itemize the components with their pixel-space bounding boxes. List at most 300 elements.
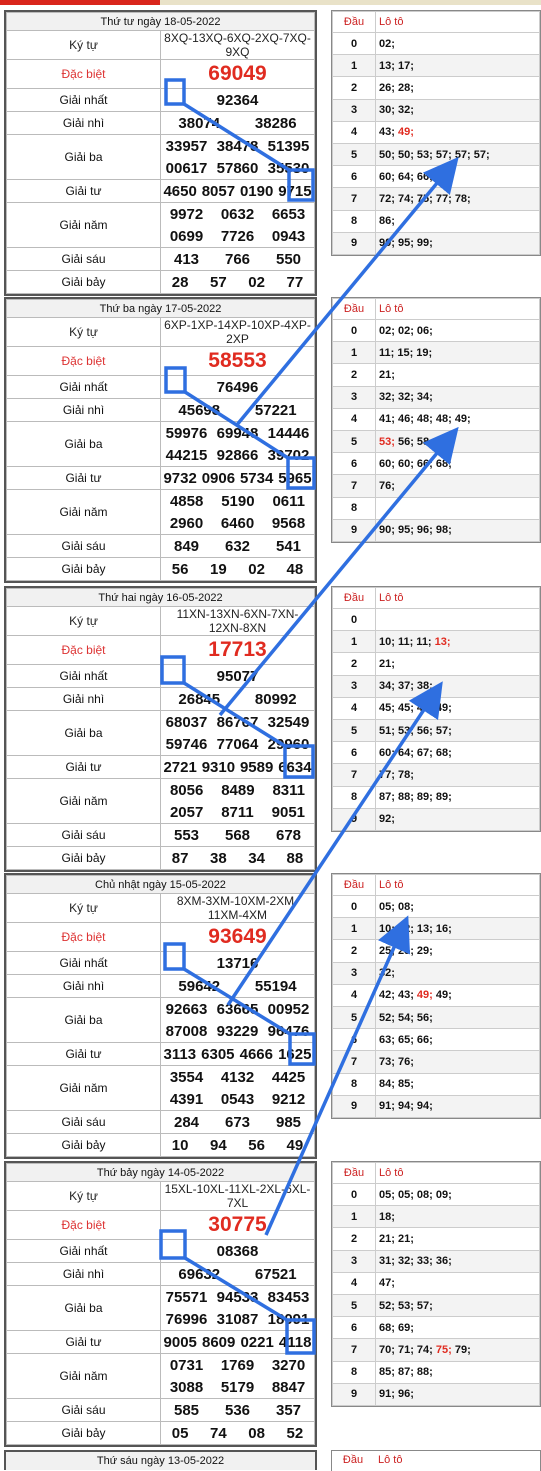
- giai-tu-value: 9005: [163, 1333, 197, 1351]
- giai-nam-value: 4425: [271, 1068, 306, 1086]
- loto-number: 63; 65; 66;: [379, 1033, 433, 1046]
- dac-biet-value: 30775: [161, 1211, 315, 1240]
- loto-number: 73; 76;: [379, 1055, 414, 1068]
- loto-header: Lô tô: [376, 588, 540, 609]
- giai-nam-value: 0632: [220, 205, 255, 223]
- loto-values: [376, 653, 540, 675]
- dau-digit: 8: [333, 1073, 376, 1095]
- dau-digit: 1: [333, 918, 376, 940]
- dau-digit: 1: [333, 1206, 376, 1228]
- loto-number: 10; 12; 13; 16;: [379, 922, 452, 935]
- loto-number: 11; 15; 19;: [379, 346, 433, 359]
- loto-number: 50; 50; 53; 57; 57; 57;: [379, 148, 490, 161]
- loto-number: 47;: [379, 1277, 395, 1290]
- dau-digit: 0: [333, 1184, 376, 1206]
- loto-table: [331, 586, 541, 832]
- loto-number: 60; 64; 66;: [379, 170, 433, 183]
- dau-digit: 0: [333, 609, 376, 631]
- loto-values: [376, 1184, 540, 1206]
- loto-values: [376, 962, 540, 984]
- loto-number: 21; 21;: [379, 1232, 414, 1245]
- giai-bay-label: Giải bảy: [7, 1134, 161, 1157]
- giai-sau-label: Giải sáu: [7, 1399, 161, 1422]
- loto-values: [376, 1029, 540, 1051]
- giai-ba-label: Giải ba: [7, 1286, 161, 1331]
- giai-tu-value: 3113: [163, 1045, 197, 1063]
- giai-nam-label: Giải năm: [7, 1354, 161, 1399]
- giai-nam-value: 8489: [221, 781, 255, 799]
- dau-digit: 5: [333, 430, 376, 452]
- giai-nhi-value: 59642: [178, 977, 221, 995]
- giai-tu-value: 2721: [163, 758, 197, 776]
- draw-date: Thứ ba ngày 17-05-2022: [7, 300, 315, 318]
- giai-ba-value: 93229: [216, 1022, 259, 1040]
- loto-values: [376, 786, 540, 808]
- loto-values: [376, 386, 540, 408]
- giai-sau-value: 632: [224, 537, 251, 555]
- loto-number: 26; 28;: [379, 81, 414, 94]
- giai-ba-value: 87008: [165, 1022, 208, 1040]
- dau-digit: 9: [333, 1383, 376, 1405]
- loto-number: 49;: [416, 989, 433, 1002]
- loto-number: 60; 64; 67; 68;: [379, 746, 452, 759]
- dau-digit: 2: [333, 77, 376, 99]
- dau-digit: 7: [333, 475, 376, 497]
- giai-nhi-value: 80992: [254, 690, 297, 708]
- giai-nam-value: 5179: [220, 1378, 255, 1396]
- giai-tu-value: 9310: [201, 758, 236, 776]
- dau-digit: 3: [333, 675, 376, 697]
- giai-nam-label: Giải năm: [7, 1066, 161, 1111]
- giai-sau-value: 985: [275, 1113, 302, 1131]
- giai-nam-value: 8711: [221, 803, 254, 821]
- giai-nam-value: 0543: [220, 1090, 255, 1108]
- loto-header: Lô tô: [376, 299, 540, 320]
- giai-sau-value: 585: [173, 1401, 200, 1419]
- result-table: [4, 1161, 317, 1447]
- giai-sau-label: Giải sáu: [7, 535, 161, 558]
- giai-ba-value: 38478: [216, 137, 259, 155]
- loto-header: Lô tô: [376, 1163, 540, 1184]
- loto-number: 77; 78;: [379, 768, 414, 781]
- dau-digit: 4: [333, 984, 376, 1006]
- dau-header: Đầu: [333, 12, 376, 33]
- giai-bay-value: 38: [210, 849, 227, 867]
- giai-tu-value: 0906: [201, 469, 236, 487]
- loto-header: Lô tô: [378, 1454, 403, 1466]
- dau-header: Đầu: [333, 875, 376, 896]
- dau-digit: 1: [333, 55, 376, 77]
- loto-values: [376, 1095, 540, 1117]
- dau-digit: 0: [333, 320, 376, 342]
- giai-nam-label: Giải năm: [7, 203, 161, 248]
- giai-nam-value: 9051: [271, 803, 306, 821]
- giai-ba-value: 68037: [165, 713, 208, 731]
- giai-nhi-label: Giải nhì: [7, 399, 161, 422]
- giai-tu-value: 5965: [278, 469, 312, 487]
- dau-digit: 8: [333, 1361, 376, 1383]
- dau-digit: 7: [333, 1339, 376, 1361]
- giai-nhi-value: 69632: [178, 1265, 221, 1283]
- dau-digit: 6: [333, 742, 376, 764]
- giai-ba-value: 57860: [216, 159, 259, 177]
- ky-tu-label: Ký tự: [7, 318, 161, 347]
- loto-values: [376, 984, 540, 1006]
- giai-nam-label: Giải năm: [7, 490, 161, 535]
- giai-nhat-label: Giải nhất: [7, 89, 161, 112]
- giai-bay-value: 48: [286, 560, 304, 578]
- loto-values: [376, 232, 540, 254]
- giai-tu-value: 4666: [239, 1045, 273, 1063]
- loto-number: 90; 95; 96; 98;: [379, 524, 452, 537]
- dau-digit: 3: [333, 386, 376, 408]
- loto-number: 49;: [397, 126, 414, 139]
- giai-ba-label: Giải ba: [7, 998, 161, 1043]
- giai-sau-value: 678: [275, 826, 302, 844]
- giai-nhat-value: 08368: [216, 1242, 259, 1260]
- loto-values: [376, 675, 540, 697]
- giai-ba-value: 33957: [165, 137, 208, 155]
- giai-nam-value: 3554: [169, 1068, 204, 1086]
- dau-digit: 5: [333, 1294, 376, 1316]
- loto-values: [376, 808, 540, 830]
- draw-date: Chủ nhật ngày 15-05-2022: [7, 876, 315, 894]
- giai-sau-label: Giải sáu: [7, 1111, 161, 1134]
- loto-number: 02; 02; 06;: [379, 324, 433, 337]
- giai-bay-value: 19: [210, 560, 227, 578]
- dau-digit: 4: [333, 697, 376, 719]
- loto-values: [376, 1317, 540, 1339]
- giai-tu-value: 4118: [278, 1333, 312, 1351]
- giai-nhat-value: 13716: [216, 954, 259, 972]
- dau-digit: 0: [333, 33, 376, 55]
- giai-ba-value: 51395: [267, 137, 310, 155]
- loto-number: 72; 74; 75; 77; 78;: [379, 192, 471, 205]
- loto-number: 31; 32; 33; 36;: [379, 1255, 452, 1268]
- giai-nhat-label: Giải nhất: [7, 952, 161, 975]
- giai-nhi-value: 57221: [254, 401, 297, 419]
- loto-values: [376, 719, 540, 741]
- ky-tu-value: 6XP-1XP-14XP-10XP-4XP-2XP: [161, 318, 315, 347]
- ky-tu-value: 8XM-3XM-10XM-2XM-11XM-4XM: [161, 894, 315, 923]
- loto-values: [376, 631, 540, 653]
- giai-nam-label: Giải năm: [7, 779, 161, 824]
- giai-ba-value: 76996: [165, 1310, 208, 1328]
- draw-date: Thứ hai ngày 16-05-2022: [7, 589, 315, 607]
- loto-header: Lô tô: [376, 12, 540, 33]
- dac-biet-value: 58553: [161, 347, 315, 376]
- ky-tu-value: 15XL-10XL-11XL-2XL-6XL-7XL: [161, 1182, 315, 1211]
- giai-tu-value: 0190: [239, 182, 274, 200]
- giai-nam-value: 3270: [271, 1356, 306, 1374]
- giai-nhi-label: Giải nhì: [7, 975, 161, 998]
- dau-digit: 4: [333, 408, 376, 430]
- loto-number: 21;: [379, 368, 395, 381]
- loto-number: 91; 94; 94;: [379, 1100, 433, 1113]
- giai-ba-value: 77064: [216, 735, 259, 753]
- giai-nhi-value: 38286: [254, 114, 297, 132]
- giai-ba-value: 31087: [216, 1310, 259, 1328]
- loto-number: 84; 85;: [379, 1078, 414, 1091]
- dau-digit: 6: [333, 1029, 376, 1051]
- giai-nam-value: 0943: [271, 227, 306, 245]
- giai-nam-value: 0611: [272, 492, 306, 510]
- giai-ba-value: 86767: [216, 713, 259, 731]
- giai-tu-label: Giải tư: [7, 180, 161, 203]
- draw-date: Thứ bảy ngày 14-05-2022: [7, 1164, 315, 1182]
- loto-values: [376, 1206, 540, 1228]
- dau-header: Đầu: [333, 1163, 376, 1184]
- dac-biet-value: 93649: [161, 923, 315, 952]
- giai-nam-value: 4391: [169, 1090, 204, 1108]
- giai-nam-value: 2057: [169, 803, 204, 821]
- giai-nhi-value: 26845: [178, 690, 221, 708]
- loto-number: 52; 53; 57;: [379, 1299, 433, 1312]
- giai-bay-label: Giải bảy: [7, 271, 161, 294]
- dau-header: Đầu: [333, 299, 376, 320]
- giai-nam-value: 8847: [271, 1378, 306, 1396]
- ky-tu-label: Ký tự: [7, 1182, 161, 1211]
- giai-nam-value: 2960: [169, 514, 204, 532]
- dau-digit: 5: [333, 1006, 376, 1028]
- giai-nam-value: 0699: [169, 227, 204, 245]
- giai-bay-value: 52: [286, 1424, 304, 1442]
- loto-values: [376, 1294, 540, 1316]
- loto-number: 53;: [379, 435, 395, 448]
- giai-tu-value: 0221: [240, 1333, 274, 1351]
- result-table: [4, 586, 317, 872]
- loto-number: 56; 58;: [394, 435, 433, 448]
- loto-values: [376, 940, 540, 962]
- giai-ba-value: 63665: [216, 1000, 259, 1018]
- giai-sau-value: 284: [173, 1113, 200, 1131]
- giai-ba-label: Giải ba: [7, 135, 161, 180]
- giai-tu-value: 4650: [163, 182, 197, 200]
- giai-nam-value: 4858: [169, 492, 204, 510]
- giai-nhi-label: Giải nhì: [7, 688, 161, 711]
- loto-values: [376, 210, 540, 232]
- giai-bay-value: 08: [248, 1424, 265, 1442]
- giai-sau-value: 541: [275, 537, 302, 555]
- top-banner-strip: [0, 0, 541, 5]
- giai-nhi-value: 45698: [178, 401, 221, 419]
- dac-biet-label: Đặc biệt: [7, 347, 161, 376]
- loto-number: 86;: [379, 215, 395, 228]
- giai-ba-label: Giải ba: [7, 422, 161, 467]
- giai-nhat-value: 76496: [216, 378, 259, 396]
- dau-digit: 3: [333, 99, 376, 121]
- dau-digit: 9: [333, 232, 376, 254]
- giai-nam-value: 8056: [169, 781, 204, 799]
- loto-number: 30; 32;: [379, 104, 414, 117]
- loto-number: 51; 53; 56; 57;: [379, 724, 452, 737]
- giai-nhi-value: 38074: [178, 114, 221, 132]
- loto-number: 49;: [432, 989, 452, 1002]
- loto-number: 45; 45; 46; 49;: [379, 702, 452, 715]
- giai-bay-value: 28: [171, 273, 189, 291]
- loto-number: 10; 11; 11;: [379, 635, 435, 648]
- loto-values: [376, 320, 540, 342]
- giai-tu-label: Giải tư: [7, 1043, 161, 1066]
- loto-values: [376, 453, 540, 475]
- dau-header: Đầu: [342, 1454, 364, 1466]
- loto-values: [376, 166, 540, 188]
- giai-nam-value: 6653: [271, 205, 306, 223]
- loto-number: 90; 95; 99;: [379, 237, 433, 250]
- giai-ba-value: 44215: [165, 446, 208, 464]
- loto-values: [376, 1073, 540, 1095]
- loto-number: 79;: [451, 1343, 471, 1356]
- loto-values: [376, 1339, 540, 1361]
- ky-tu-label: Ký tự: [7, 31, 161, 60]
- giai-tu-value: 5734: [239, 469, 274, 487]
- loto-values: [376, 609, 540, 631]
- giai-ba-value: 59746: [165, 735, 208, 753]
- partial-loto-table: [331, 1450, 541, 1471]
- giai-nhi-label: Giải nhì: [7, 112, 161, 135]
- giai-nam-value: 6460: [220, 514, 255, 532]
- dau-digit: 0: [333, 896, 376, 918]
- loto-values: [376, 188, 540, 210]
- loto-number: 75;: [435, 1343, 452, 1356]
- dau-digit: 8: [333, 786, 376, 808]
- dau-digit: 9: [333, 1095, 376, 1117]
- giai-sau-value: 536: [224, 1401, 251, 1419]
- loto-number: 52; 54; 56;: [379, 1011, 433, 1024]
- ky-tu-value: 8XQ-13XQ-6XQ-2XQ-7XQ-9XQ: [161, 31, 315, 60]
- loto-number: 87; 88; 89; 89;: [379, 791, 452, 804]
- giai-nhi-value: 67521: [254, 1265, 297, 1283]
- dau-digit: 5: [333, 719, 376, 741]
- dac-biet-label: Đặc biệt: [7, 1211, 161, 1240]
- loto-number: 60; 60; 66; 68;: [379, 457, 452, 470]
- dau-digit: 7: [333, 764, 376, 786]
- loto-number: 70; 71; 74;: [379, 1343, 436, 1356]
- result-table: [4, 10, 317, 296]
- dau-digit: 2: [333, 364, 376, 386]
- giai-nhat-label: Giải nhất: [7, 376, 161, 399]
- giai-nhat-value: 92364: [216, 91, 259, 109]
- giai-ba-value: 92866: [216, 446, 259, 464]
- giai-bay-value: 94: [210, 1136, 227, 1154]
- loto-number: 41; 46; 48; 48; 49;: [379, 413, 471, 426]
- giai-nam-value: 9568: [271, 514, 306, 532]
- loto-number: 85; 87; 88;: [379, 1366, 433, 1379]
- giai-sau-value: 673: [224, 1113, 251, 1131]
- dau-digit: 7: [333, 1051, 376, 1073]
- giai-sau-value: 568: [224, 826, 251, 844]
- dau-digit: 4: [333, 121, 376, 143]
- giai-sau-value: 766: [224, 250, 251, 268]
- giai-ba-value: 83453: [267, 1288, 310, 1306]
- giai-tu-value: 8609: [201, 1333, 236, 1351]
- giai-nhat-value: 95077: [216, 667, 259, 685]
- giai-tu-value: 9732: [163, 469, 197, 487]
- loto-number: 43;: [379, 126, 398, 139]
- giai-bay-value: 77: [286, 273, 304, 291]
- giai-nam-value: 0731: [169, 1356, 204, 1374]
- loto-table: [331, 1161, 541, 1407]
- giai-ba-value: 18091: [267, 1310, 310, 1328]
- giai-bay-value: 02: [248, 560, 265, 578]
- loto-table: [331, 297, 541, 543]
- loto-number: 32; 32; 34;: [379, 391, 433, 404]
- giai-ba-value: 92663: [165, 1000, 208, 1018]
- dau-header: Đầu: [333, 588, 376, 609]
- dau-digit: 2: [333, 653, 376, 675]
- dau-digit: 1: [333, 631, 376, 653]
- loto-number: 13;: [434, 635, 451, 648]
- draw-date: Thứ sáu ngày 13-05-2022: [6, 1452, 315, 1470]
- loto-values: [376, 55, 540, 77]
- giai-ba-value: 69948: [216, 424, 259, 442]
- loto-number: 18;: [379, 1210, 395, 1223]
- dau-digit: 6: [333, 453, 376, 475]
- dau-digit: 2: [333, 940, 376, 962]
- giai-nam-value: 9212: [271, 1090, 306, 1108]
- dau-digit: 3: [333, 1250, 376, 1272]
- giai-sau-label: Giải sáu: [7, 248, 161, 271]
- giai-nam-value: 3088: [169, 1378, 204, 1396]
- loto-number: 92;: [379, 813, 395, 826]
- giai-bay-value: 57: [210, 273, 227, 291]
- dau-digit: 3: [333, 962, 376, 984]
- giai-ba-value: 35530: [267, 159, 310, 177]
- giai-tu-value: 6305: [201, 1045, 235, 1063]
- partial-result-table: [4, 1450, 317, 1470]
- loto-values: [376, 1051, 540, 1073]
- loto-number: 21;: [379, 657, 395, 670]
- dau-digit: 6: [333, 166, 376, 188]
- giai-nam-value: 7726: [220, 227, 255, 245]
- giai-tu-value: 9589: [239, 758, 274, 776]
- giai-bay-value: 56: [248, 1136, 265, 1154]
- loto-number: 25; 25; 29;: [379, 944, 433, 957]
- giai-nam-value: 8311: [272, 781, 306, 799]
- dac-biet-label: Đặc biệt: [7, 60, 161, 89]
- giai-nam-value: 1769: [220, 1356, 255, 1374]
- giai-tu-label: Giải tư: [7, 467, 161, 490]
- draw-date: Thứ tư ngày 18-05-2022: [7, 13, 315, 31]
- loto-header: Lô tô: [376, 875, 540, 896]
- dau-digit: 4: [333, 1272, 376, 1294]
- ky-tu-label: Ký tự: [7, 607, 161, 636]
- giai-bay-value: 49: [286, 1136, 304, 1154]
- dau-digit: 7: [333, 188, 376, 210]
- giai-sau-value: 413: [173, 250, 200, 268]
- giai-ba-value: 14446: [267, 424, 310, 442]
- giai-ba-value: 96476: [267, 1022, 310, 1040]
- giai-bay-value: 88: [286, 849, 304, 867]
- giai-bay-value: 74: [210, 1424, 227, 1442]
- giai-ba-value: 94533: [216, 1288, 259, 1306]
- dau-digit: 9: [333, 519, 376, 541]
- loto-number: 32;: [379, 967, 395, 980]
- loto-table: [331, 873, 541, 1119]
- ky-tu-value: 11XN-13XN-6XN-7XN-12XN-8XN: [161, 607, 315, 636]
- loto-values: [376, 33, 540, 55]
- giai-bay-value: 56: [171, 560, 189, 578]
- loto-number: 42; 43;: [379, 989, 417, 1002]
- dau-digit: 2: [333, 1228, 376, 1250]
- dac-biet-value: 17713: [161, 636, 315, 665]
- dau-digit: 1: [333, 342, 376, 364]
- giai-bay-value: 05: [171, 1424, 189, 1442]
- result-table: [4, 297, 317, 583]
- loto-number: 91; 96;: [379, 1388, 414, 1401]
- result-table: [4, 873, 317, 1159]
- giai-nam-value: 4132: [220, 1068, 255, 1086]
